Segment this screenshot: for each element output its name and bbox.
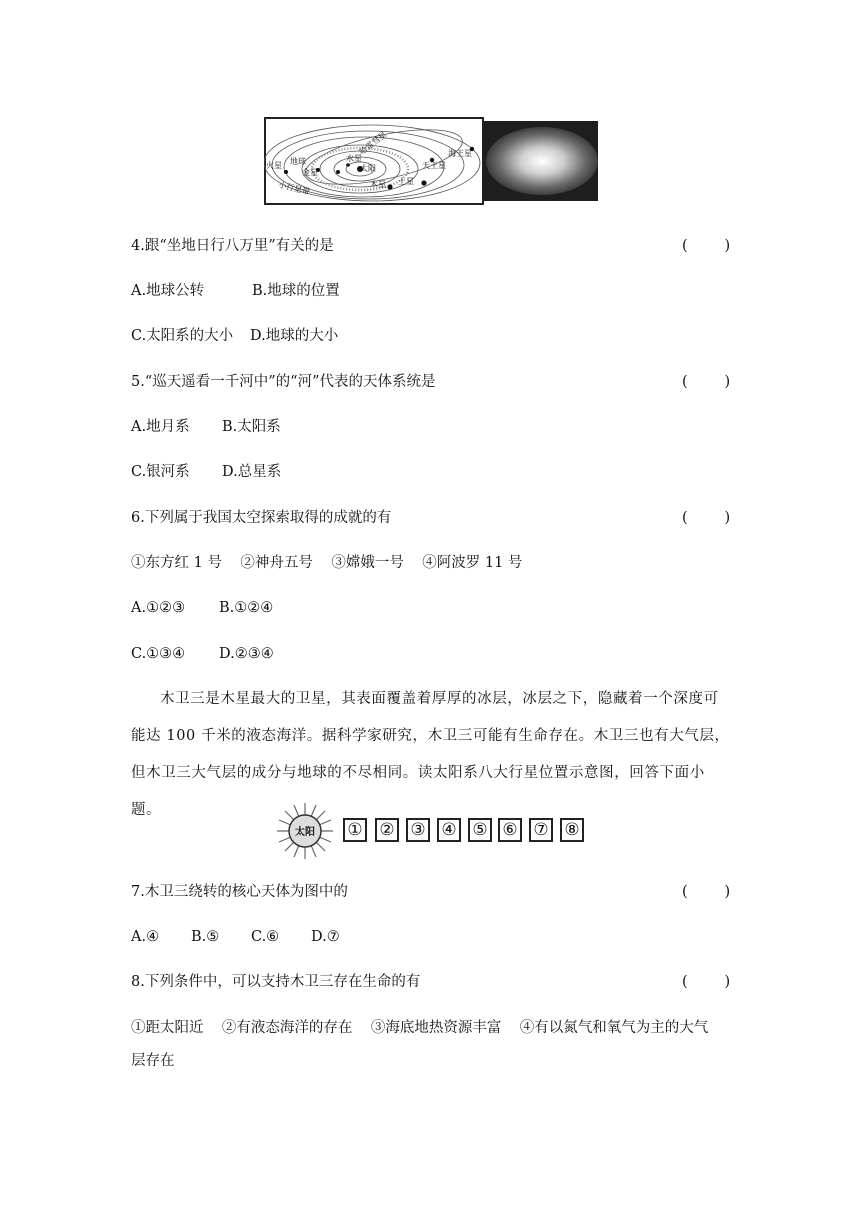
option-d: D.地球的大小: [250, 328, 339, 344]
sun-icon: [275, 801, 335, 861]
reading-passage: 木卫三是木星最大的卫星，其表面覆盖着厚厚的冰层，冰层之下，隐藏着一个深度可能达 100 千米的液态海洋。据科学家研究，木卫三可能有生命存在。木卫三也有大气层，但木卫三大气层的成分与地球的不尽相同。读太阳系八大行星位置示意图，回答下面小题。: [131, 691, 730, 818]
option-a: A.地球公转: [131, 283, 205, 299]
planet-box-2: ②: [375, 818, 399, 842]
option-d: D.②③④: [219, 646, 274, 662]
label-sun: 太阳: [360, 164, 376, 173]
question-8-stem: 8.下列条件中，可以支持木卫三存在生命的有: [131, 974, 421, 990]
option-c: C.银河系: [131, 464, 190, 480]
question-5-options-row-1: [131, 417, 281, 437]
label-mercury: 水星: [346, 154, 362, 163]
option-b: B.太阳系: [222, 419, 281, 435]
planet-box-8: ⑧: [560, 818, 584, 842]
question-4-options-row-2: [131, 326, 338, 346]
label-jupiter: 木星: [370, 180, 386, 189]
solar-system-diagram: [264, 117, 600, 207]
question-8-answer-bracket: ( ): [682, 974, 731, 990]
label-venus: 金星: [302, 168, 318, 177]
question-5-stem: 5.“巡天遥看一千河中”的“河”代表的天体系统是: [131, 374, 436, 390]
option-d: D.总星系: [222, 464, 282, 480]
question-6-stem: 6.下列属于我国太空探索取得的成就的有: [131, 510, 392, 526]
option-b: B.⑤: [191, 929, 220, 945]
planet-box-4: ④: [437, 818, 461, 842]
sun-label: 太阳: [295, 827, 315, 838]
option-b: B.①②④: [219, 600, 274, 616]
question-8-items-line-1: ①距太阳近 ②有液态海洋的存在 ③海底地热资源丰富 ④有以氮气和氧气为主的大气: [131, 1020, 709, 1036]
label-neptune: 海王星: [448, 149, 472, 158]
option-c: C.①③④: [131, 646, 186, 662]
option-d: D.⑦: [311, 929, 340, 945]
option-a: A.地月系: [131, 419, 190, 435]
option-c: C.太阳系的大小: [131, 328, 234, 344]
label-uranus: 天王星: [422, 161, 446, 170]
question-4-stem: 4.跟“坐地日行八万里”有关的是: [131, 238, 334, 254]
question-4-answer-bracket: ( ): [682, 238, 731, 254]
label-mars: 火星: [266, 161, 282, 170]
question-6-answer-bracket: ( ): [682, 510, 731, 526]
question-7-options: [131, 927, 340, 947]
label-asteroid-belt: 小行星带: [277, 180, 311, 197]
planet-box-1: ①: [343, 818, 367, 842]
question-6-items: ①东方红 1 号 ②神舟五号 ③嫦娥一号 ④阿波罗 11 号: [131, 555, 523, 571]
planet-box-7: ⑦: [529, 818, 553, 842]
question-6-options-row-1: [131, 598, 273, 618]
option-a: A.④: [131, 929, 160, 945]
option-a: A.①②③: [131, 600, 186, 616]
label-comet: 哈雷彗星: [357, 129, 389, 157]
label-earth: 地球: [290, 157, 306, 166]
question-6-options-row-2: [131, 644, 274, 664]
planet-box-5: ⑤: [468, 818, 492, 842]
solar-system-figure: [264, 117, 600, 207]
planet-box-6: ⑥: [498, 818, 522, 842]
question-4-options-row-1: [131, 281, 340, 301]
galaxy-image: [486, 127, 598, 195]
planet-box-3: ③: [406, 818, 430, 842]
option-b: B.地球的位置: [252, 283, 340, 299]
question-7-answer-bracket: ( ): [682, 884, 731, 900]
option-c: C.⑥: [251, 929, 280, 945]
question-7-stem: 7.木卫三绕转的核心天体为图中的: [131, 884, 348, 900]
question-5-answer-bracket: ( ): [682, 374, 731, 390]
question-5-options-row-2: [131, 462, 281, 482]
label-saturn: 土星: [398, 177, 414, 186]
question-8-items-line-2: 层存在: [131, 1053, 175, 1069]
